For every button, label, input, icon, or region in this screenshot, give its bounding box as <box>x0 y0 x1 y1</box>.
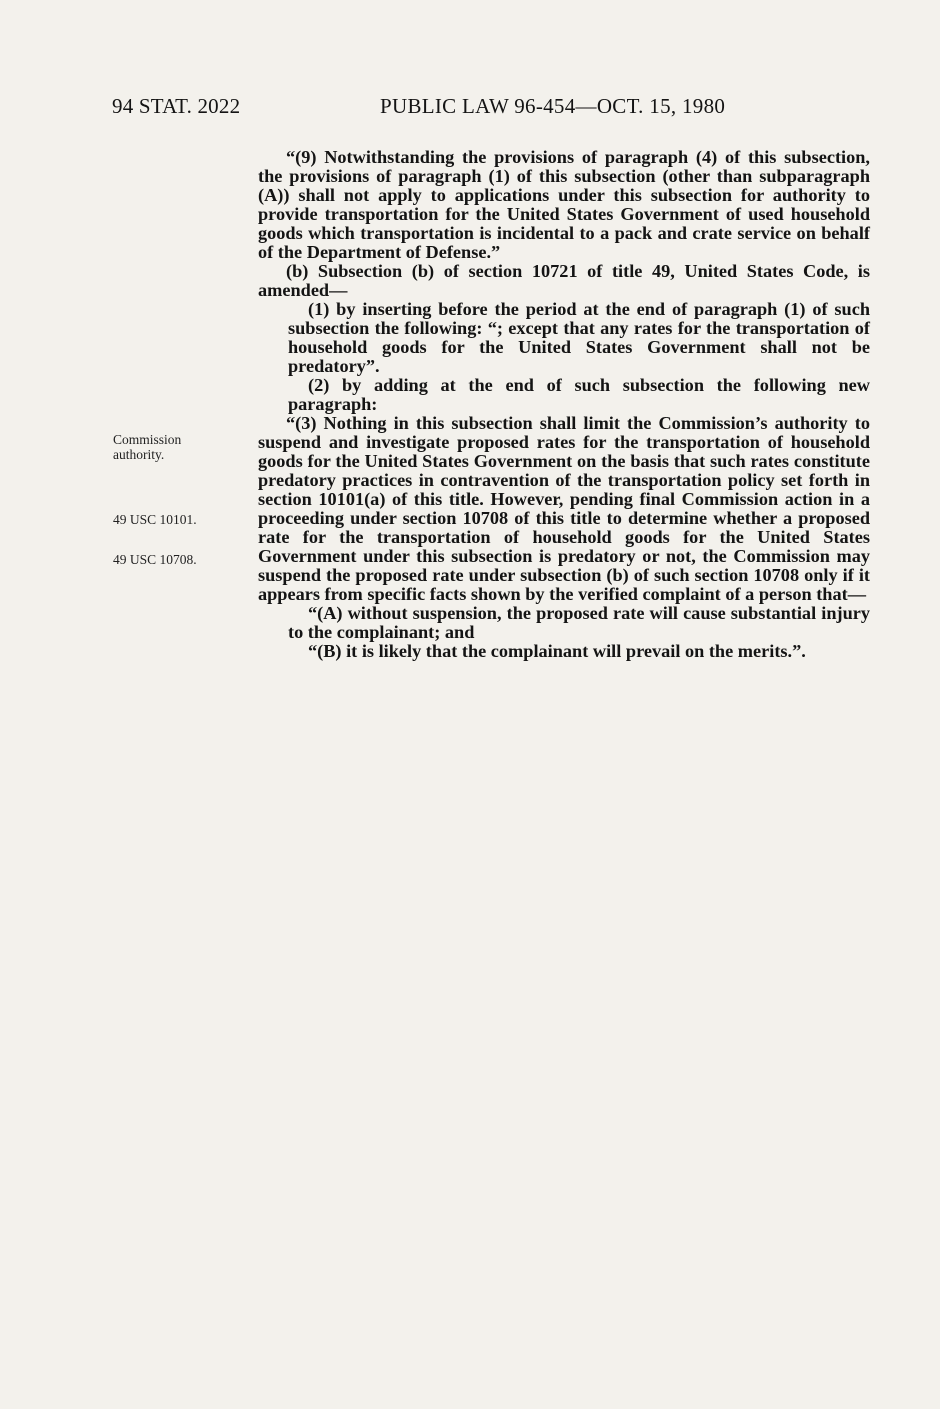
running-head: PUBLIC LAW 96-454—OCT. 15, 1980 <box>380 94 726 118</box>
paragraph-3: “(3) Nothing in this subsection shall limit the Commission’s authority to suspend and investigate proposed rates for the transportation of household goods for the United States Government on the basis that such rates constitute predatory practices in contravention of the transportation policy set forth in section 10101(a) of this title. However, pending final Commission action in a proceeding under section 10708 of this title to determine whether a proposed rate for the transportation of household goods for the United States Government under this subsection is predatory or not, the Commission may suspend the proposed rate under subsection (b) of such section 10708 only if it appears from specific facts shown by the verified complaint of a person that— <box>258 413 870 604</box>
stat-page-number: 94 STAT. 2022 <box>112 94 241 118</box>
clause-2: (2) by adding at the end of such subsection the following new paragraph: <box>288 375 870 414</box>
paragraph-9: “(9) Notwithstanding the provisions of paragraph (4) of this subsection, the provisions of paragraph (1) of this subsection (other than subparagraph (A)) shall not apply to applications under this subsection for authority to provide transportation for the United States Government of used household goods which transportation is incidental to a pack and crate service on behalf of the Department of Defense.” <box>258 147 870 262</box>
clause-1: (1) by inserting before the period at the end of paragraph (1) of such subsection the following: “; except that any rates for the transportation of household goods for the United States Government shall not be predatory”. <box>288 299 870 376</box>
margin-note-usc-10101: 49 USC 10101. <box>113 512 197 527</box>
page-header <box>0 94 940 122</box>
clause-a: “(A) without suspension, the proposed rate will cause substantial injury to the complainant; and <box>288 603 870 642</box>
statute-text <box>258 148 870 661</box>
margin-note-usc-10708: 49 USC 10708. <box>113 552 197 567</box>
margin-note-commission-authority: Commission authority. <box>113 432 182 462</box>
clause-b: “(B) it is likely that the complainant will prevail on the merits.”. <box>308 641 806 661</box>
subsection-b: (b) Subsection (b) of section 10721 of title 49, United States Code, is amended— <box>258 261 870 300</box>
